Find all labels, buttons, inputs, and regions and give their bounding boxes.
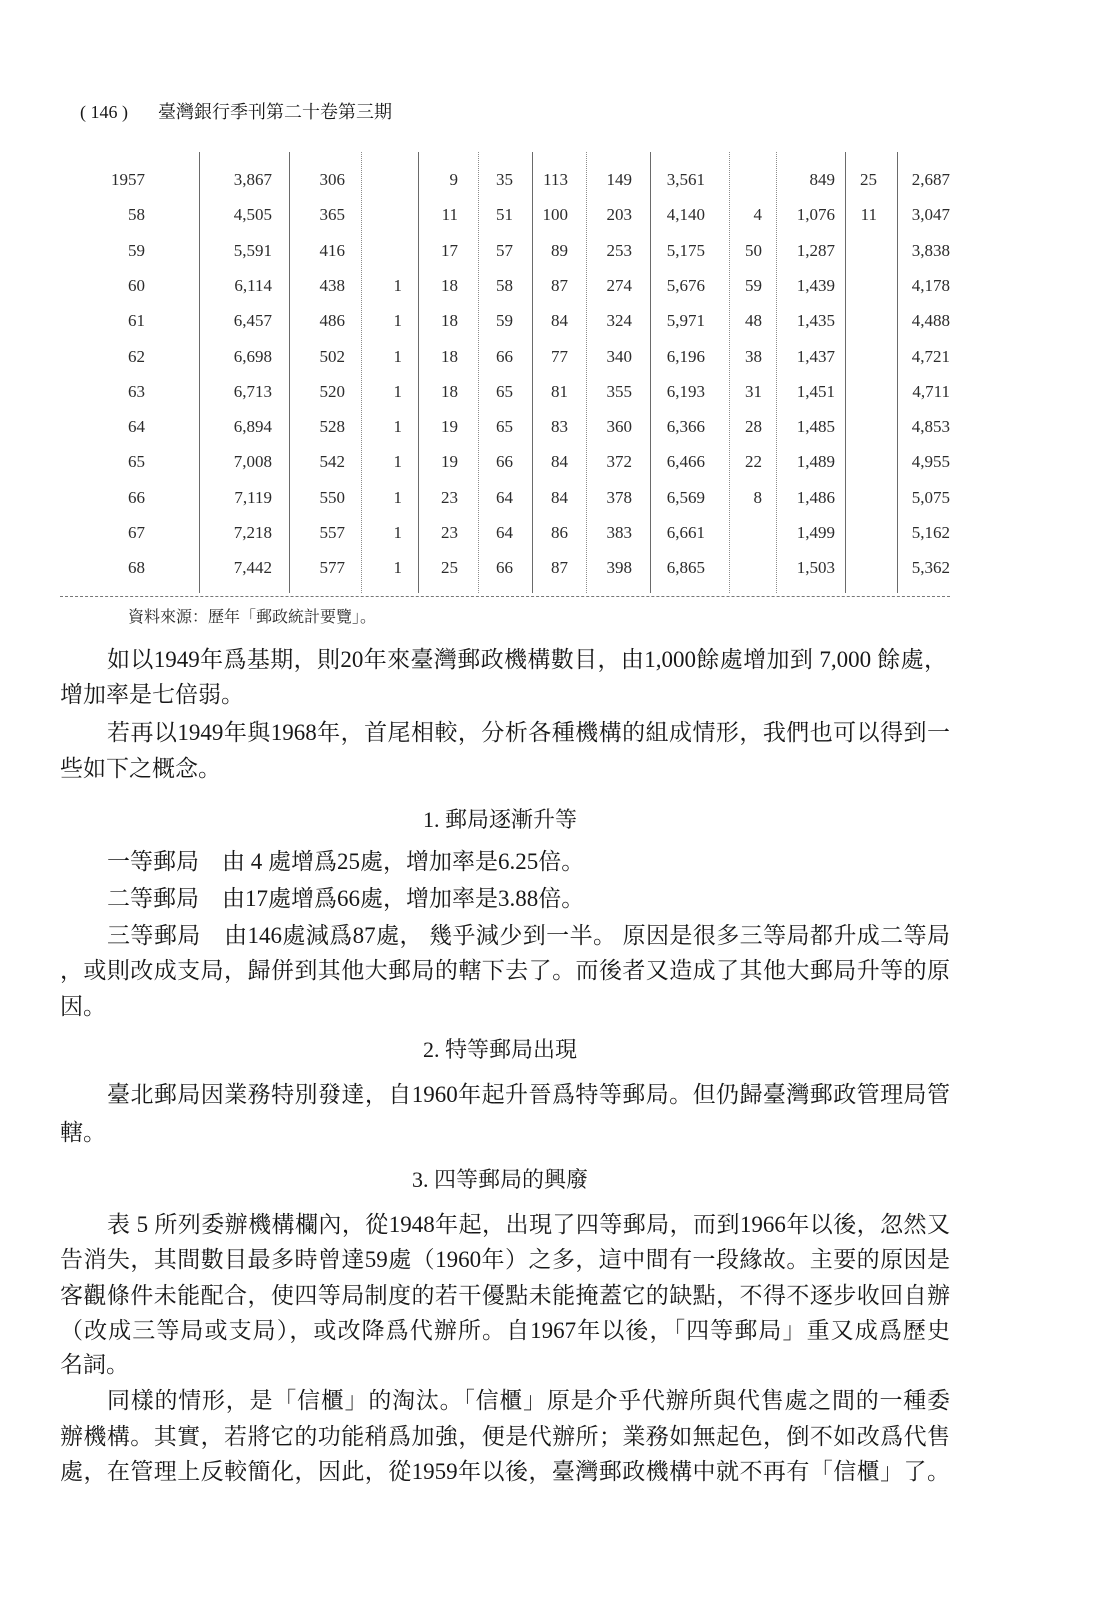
table-year-cell: 61 [128,311,145,331]
table-cell: 86 [551,523,568,542]
table-cell: 7,442 [233,558,272,578]
page-number: ( 146 ) [80,102,128,122]
table-cell: 7,008 [233,452,272,472]
table-cell: 6,661 [666,523,705,542]
table-cell: 4,140 [666,205,705,225]
table-cell: 1,499 [796,523,835,542]
table-cell: 5,362 [911,558,950,578]
table-cell: 1 [393,275,402,295]
table-cell: 6,569 [666,487,705,507]
table-cell: 18 [441,381,458,401]
table-cell: 416 [319,240,345,260]
paragraph-line: 些如下之概念。 [60,756,221,781]
table-cell: 1,437 [796,346,835,366]
table-cell: 18 [441,346,458,366]
paragraph-line: 處，在管理上反較簡化，因此，從1959年以後，臺灣郵政機構中就不再有「信櫃」了。 [60,1459,950,1484]
table-cell: 1 [393,487,402,507]
table-cell: 6,466 [666,452,705,472]
table-cell: 51 [496,205,513,225]
table-cell: 6,457 [233,311,272,331]
paragraph-line: 同樣的情形，是「信櫃」的淘汰。「信櫃」原是介乎代辦所與代售處之間的一種委 [107,1388,950,1413]
table-cell: 77 [551,346,568,366]
table-cell: 577 [319,558,345,578]
table-cell: 19 [441,417,458,437]
table-cell: 365 [319,205,345,225]
paragraph-line: ，或則改成支局，歸併到其他大郵局的轄下去了。而後者又造成了其他大郵局升等的原 [60,958,950,983]
table-cell: 1 [393,346,402,366]
table-cell: 1,489 [796,452,835,472]
table-cell: 19 [441,452,458,472]
table-cell: 849 [809,170,835,189]
paragraph-line: 客觀條件未能配合，使四等局制度的若干優點未能掩蓋它的缺點，不得不逐步收回自辦 [60,1283,950,1308]
paragraph-line: 一等郵局 由 4 處增爲25處，增加率是6.25倍。 [107,849,585,874]
table-cell: 38 [745,346,762,366]
table-cell: 64 [496,487,513,507]
table-cell: 65 [496,417,513,437]
table-cell: 1 [393,558,402,578]
table-cell: 1 [393,311,402,331]
table-year-cell: 59 [128,240,145,260]
table-cell: 340 [606,346,632,366]
table-cell: 1 [393,381,402,401]
paragraph-line: 增加率是七倍弱。 [60,682,244,707]
paragraph-line: 告消失，其間數目最多時曾達59處（1960年）之多，這中間有一段緣故。主要的原因是 [60,1247,950,1272]
table-cell: 1,287 [796,240,835,260]
table-cell: 528 [319,417,345,437]
table-cell: 6,196 [666,346,705,366]
table-cell: 84 [551,487,568,507]
table-cell: 550 [319,487,345,507]
statistics-table [0,0,1107,620]
table-year-cell: 65 [128,452,145,472]
table-cell: 6,193 [666,381,705,401]
table-year-cell: 60 [128,275,145,295]
table-cell: 360 [606,417,632,437]
paragraph-line: 因。 [60,994,106,1019]
table-year-cell: 64 [128,417,145,437]
table-cell: 1,486 [796,487,835,507]
table-cell: 11 [441,205,458,225]
table-cell: 542 [319,452,345,472]
table-cell: 438 [319,275,345,295]
table-cell: 6,865 [666,558,705,578]
table-cell: 8 [753,487,762,507]
table-cell: 113 [543,170,568,189]
table-cell: 58 [496,275,513,295]
table-cell: 57 [496,240,513,260]
paragraph-line: 轄。 [60,1120,106,1145]
table-cell: 3,047 [911,205,950,225]
table-cell: 253 [606,240,632,260]
table-cell: 4,178 [911,275,950,295]
table-cell: 203 [606,205,632,225]
table-cell: 383 [606,523,632,542]
table-cell: 7,119 [234,487,272,507]
table-year-cell: 58 [128,205,145,225]
table-cell: 3,838 [911,240,950,260]
table-cell: 372 [606,452,632,472]
table-year-cell: 1957 [111,170,145,189]
table-bottom-rule [60,596,950,597]
table-cell: 23 [441,487,458,507]
table-cell: 100 [542,205,568,225]
table-cell: 1 [393,452,402,472]
table-cell: 87 [551,275,568,295]
table-cell: 378 [606,487,632,507]
table-cell: 324 [606,311,632,331]
table-source-note: 資料來源：歷年「郵政統計要覽」。 [128,609,377,626]
paragraph-line: 若再以1949年與1968年，首尾相較，分析各種機構的組成情形，我們也可以得到一 [107,720,950,745]
table-cell: 35 [496,170,513,189]
table-cell: 5,676 [666,275,705,295]
table-cell: 398 [606,558,632,578]
paragraph-line: 表 5 所列委辦機構欄內，從1948年起，出現了四等郵局，而到1966年以後，忽然又 [107,1212,950,1237]
table-cell: 4,488 [911,311,950,331]
table-cell: 9 [449,170,458,189]
table-cell: 66 [496,452,513,472]
table-cell: 4,711 [912,381,950,401]
table-cell: 48 [745,311,762,331]
table-cell: 1,076 [796,205,835,225]
table-year-cell: 67 [128,523,145,542]
table-cell: 22 [745,452,762,472]
table-cell: 149 [606,170,632,189]
table-cell: 1 [393,417,402,437]
table-cell: 4,955 [911,452,950,472]
table-cell: 306 [319,170,345,189]
table-cell: 5,971 [666,311,705,331]
paragraph-line: 臺北郵局因業務特別發達，自1960年起升晉爲特等郵局。但仍歸臺灣郵政管理局管 [107,1082,950,1107]
table-year-cell: 63 [128,381,145,401]
paragraph-line: 名詞。 [60,1352,129,1377]
table-cell: 6,114 [234,275,272,295]
table-cell: 59 [496,311,513,331]
table-cell: 31 [745,381,762,401]
table-cell: 81 [551,381,568,401]
table-cell: 502 [319,346,345,366]
table-cell: 557 [319,523,345,542]
table-cell: 18 [441,311,458,331]
table-cell: 17 [441,240,458,260]
table-cell: 520 [319,381,345,401]
table-cell: 1,503 [796,558,835,578]
table-cell: 59 [745,275,762,295]
table-year-cell: 62 [128,346,145,366]
paragraph-line: 如以1949年爲基期，則20年來臺灣郵政機構數目，由1,000餘處增加到 7,000 餘處， [107,647,947,672]
table-cell: 50 [745,240,762,260]
table-cell: 66 [496,346,513,366]
table-year-cell: 68 [128,558,145,578]
table-cell: 6,894 [233,417,272,437]
table-cell: 3,561 [666,170,705,189]
table-cell: 6,366 [666,417,705,437]
paragraph-line: 辦機構。其實，若將它的功能稍爲加強，便是代辦所；業務如無起色，倒不如改爲代售 [60,1424,950,1449]
table-cell: 2,687 [911,170,950,189]
table-cell: 84 [551,311,568,331]
table-cell: 25 [441,558,458,578]
table-cell: 1,439 [796,275,835,295]
table-cell: 87 [551,558,568,578]
table-cell: 18 [441,275,458,295]
table-cell: 89 [551,240,568,260]
table-cell: 1 [393,523,402,542]
table-cell: 84 [551,452,568,472]
paragraph-line: 三等郵局 由146處減爲87處， 幾乎減少到一半。 原因是很多三等局都升成二等局 [107,923,950,948]
table-cell: 83 [551,417,568,437]
journal-title: 臺灣銀行季刊第二十卷第三期 [158,102,392,122]
table-cell: 274 [606,275,632,295]
table-cell: 65 [496,381,513,401]
table-cell: 25 [860,170,877,189]
table-cell: 11 [860,205,877,225]
table-cell: 4,505 [233,205,272,225]
table-cell: 355 [606,381,632,401]
paragraph-line: （改成三等局或支局），或改降爲代辦所。自1967年以後，「四等郵局」重又成爲歷史 [60,1318,950,1343]
table-cell: 5,175 [666,240,705,260]
table-cell: 3,867 [233,170,272,189]
table-cell: 23 [441,523,458,542]
table-cell: 66 [496,558,513,578]
table-cell: 1,485 [796,417,835,437]
table-cell: 5,075 [911,487,950,507]
section-heading: 1. 郵局逐漸升等 [422,807,577,832]
section-heading: 2. 特等郵局出現 [422,1037,577,1062]
table-cell: 28 [745,417,762,437]
table-cell: 4,721 [911,346,950,366]
paragraph-line: 二等郵局 由17處增爲66處，增加率是3.88倍。 [107,886,585,911]
table-year-cell: 66 [128,487,145,507]
table-cell: 4 [753,205,762,225]
table-cell: 1,451 [796,381,835,401]
section-heading: 3. 四等郵局的興廢 [411,1167,588,1192]
table-cell: 7,218 [233,523,272,542]
table-cell: 4,853 [911,417,950,437]
table-cell: 64 [496,523,513,542]
table-cell: 6,713 [233,381,272,401]
table-cell: 6,698 [233,346,272,366]
table-cell: 486 [319,311,345,331]
table-cell: 5,591 [233,240,272,260]
table-cell: 5,162 [911,523,950,542]
table-cell: 1,435 [796,311,835,331]
